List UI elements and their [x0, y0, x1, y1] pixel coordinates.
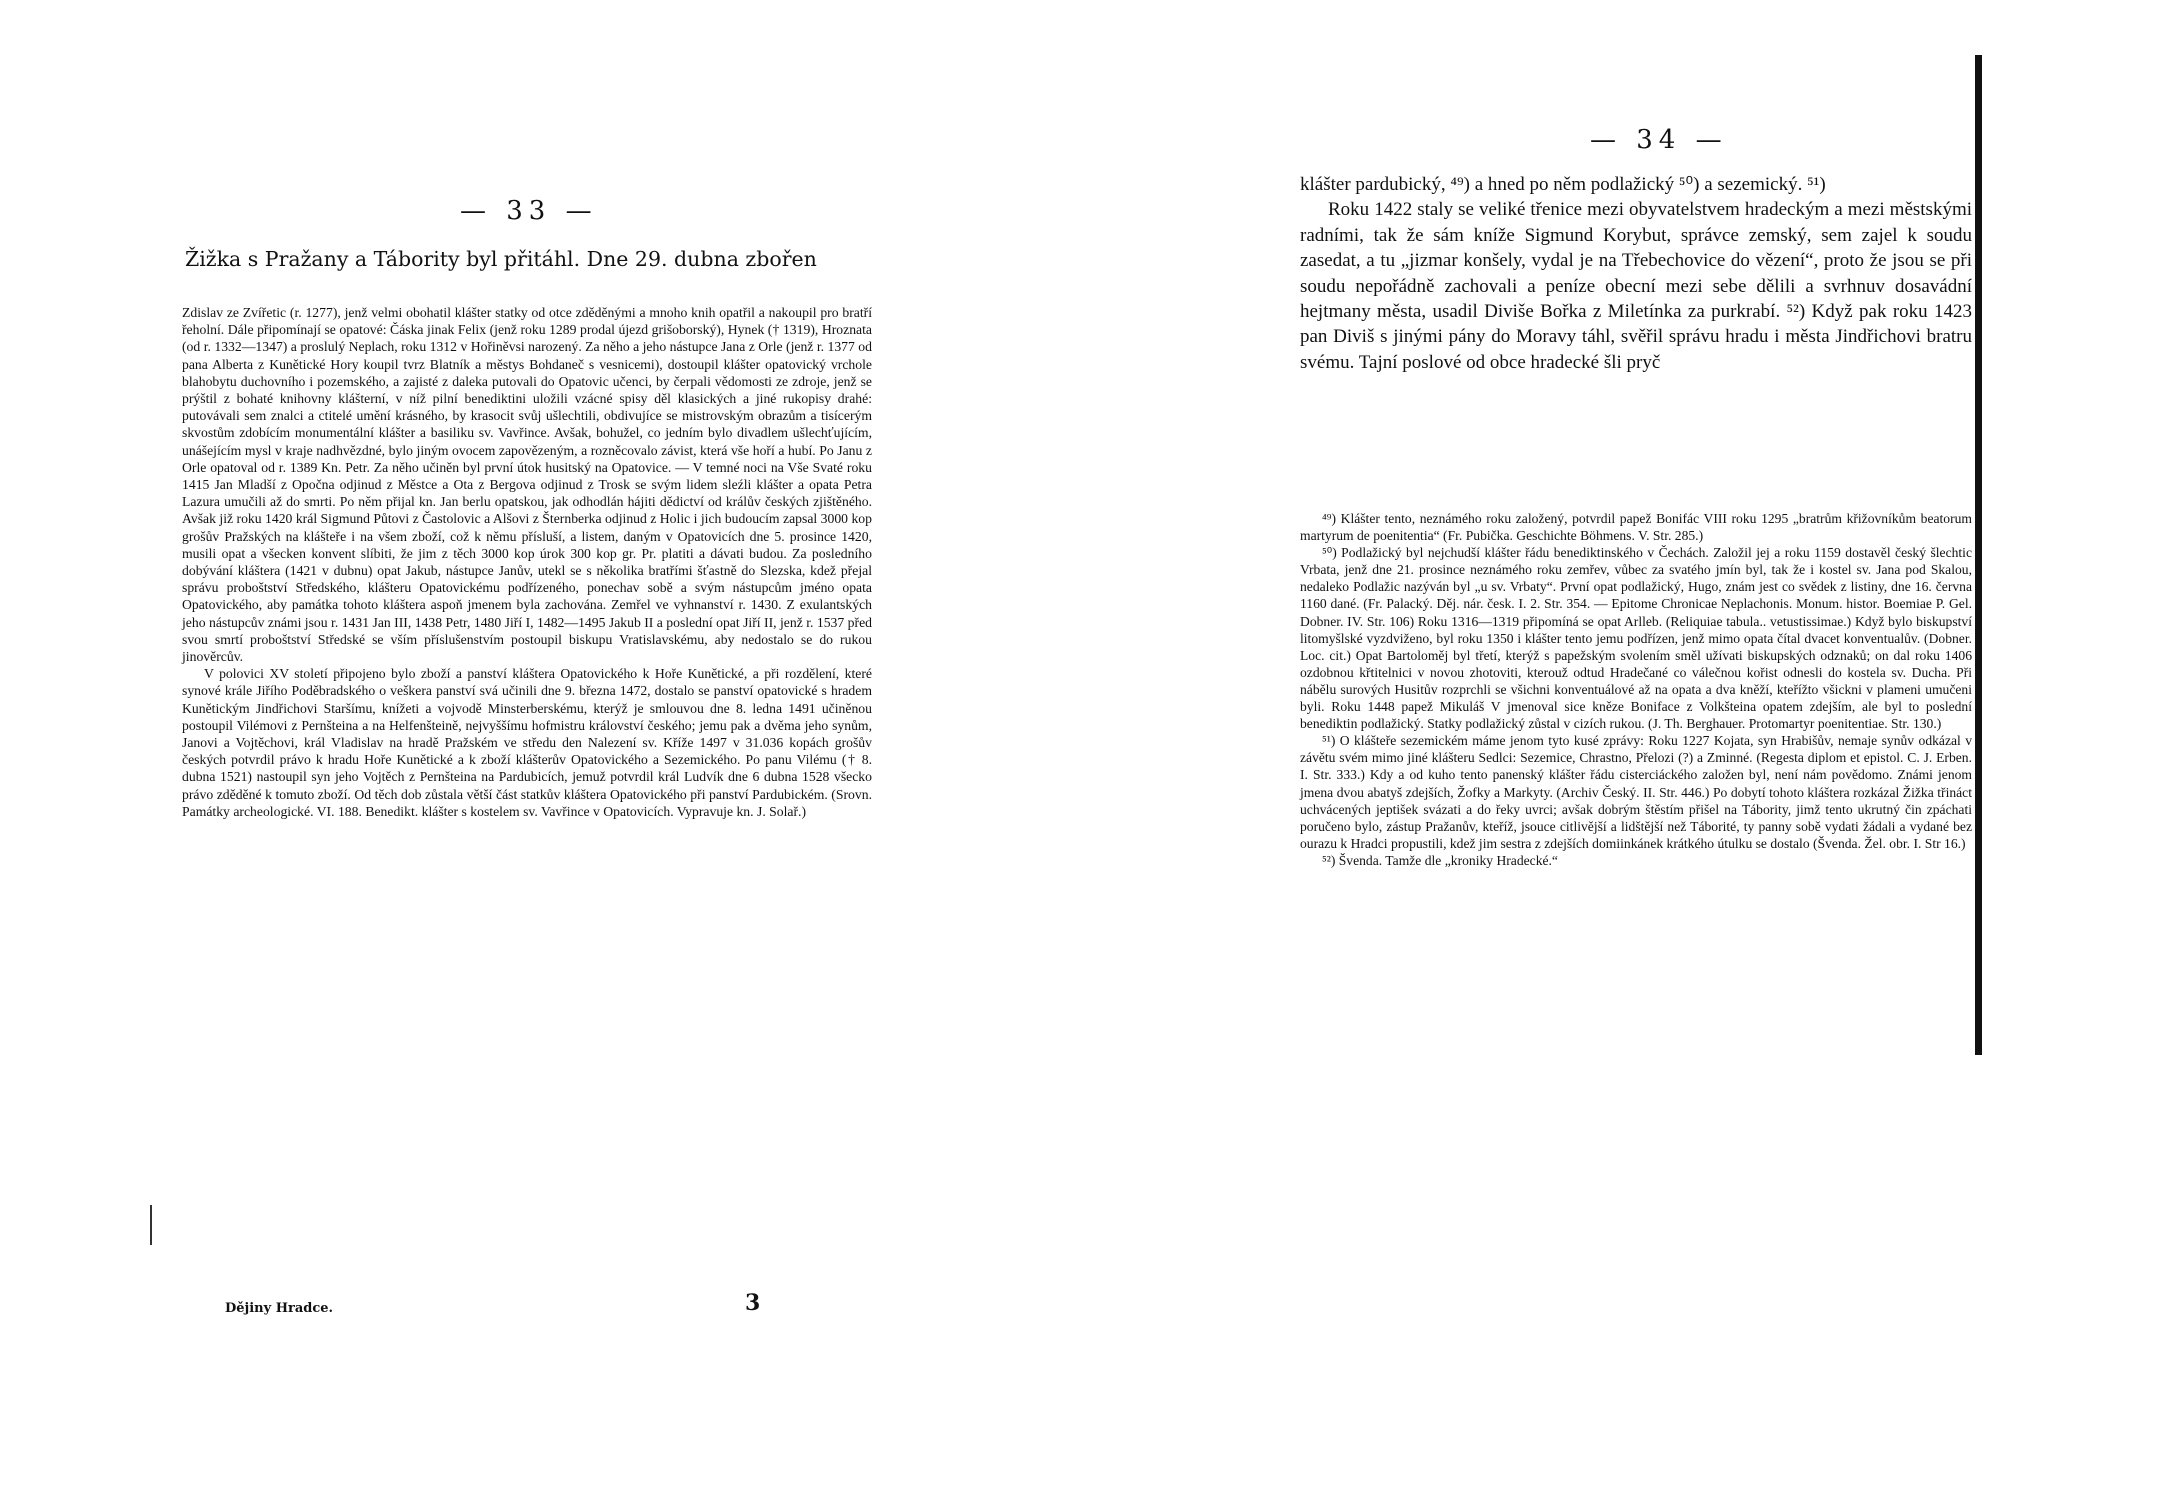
running-text-line: Žižka s Pražany a Tábority byl přitáhl. Dne 29. dubna zbořen — [185, 247, 817, 271]
footnote-49: ⁴⁹) Klášter tento, neznámého roku založený, potvrdil papež Bonifác VIII roku 1295 „bratrům křižovníkům beatorum martyrum de poenitentia“ (Fr. Pubička. Geschichte Böhmens. V. Str. 285.) — [1300, 511, 1972, 544]
footnote-block — [182, 304, 872, 820]
page-number: — 33 — — [460, 196, 598, 226]
footnote-paragraph: Zdislav ze Zvířetic (r. 1277), jenž velmi obohatil klášter statky od otce zděděnými a mnoho knih opatřil a nakoupil pro bratří řeholní. Dále připomínají se opatové: Čáska jinak Felix (jenž roku 1289 prodal újezd grišoborský), Hynek († 1319), Hroznata (od r. 1332—1347) a proslulý Neplach, roku 1312 v Hořiněvsi narozený. Za něho a jeho nástupce Jana z Orle (jenž r. 1377 od pana Alberta z Kunětické Hory koupil tvrz Blatník a městys Bohdaneč s vesnicemi), dostoupil klášter opatovický vrchole blahobytu duchovního i pozemského, a zajisté z daleka putovali do Opatovic učenci, by čerpali vědomosti ze zdroje, jenž se prýštil z bohaté knihovny klášterní, v níž pilní benediktini uložili vzácné spisy děl klasických a jiné rukopisy drahé: putovávali sem znalci a ctitelé umění krásného, by krasocit svůj ušlechtili, obdivujíce se mistrovským obrazům a tisícerým skvostům zdobícím monumentální klášter a basiliku sv. Vavřince. Avšak, bohužel, co jedním bylo divadlem ušlechťujícím, unášejícím mysl v kraje nadhvězdné, bylo jiným ovocem zapovězeným, a rozněcovalo závist, která vše hoří a hubí. Po Janu z Orle opatoval od r. 1389 Kn. Petr. Za něho učiněn byl první útok husitský na Opatovice. — V temné noci na Vše Svaté roku 1415 Jan Mladší z Opočna odjinud z Městce a Ota z Bergova odjinud z Trosk se svým lidem sleźli klášter a opata Petra Lazura umučili až do smrti. Po něm přijal kn. Jan berlu opatskou, jak odhodlán hájiti dědictví od králův českých zjištěného. Avšak již roku 1420 král Sigmund Půtovi z Častolovic a Alšovi z Šternberka odjinud z Holic i jich budoucím zapsal 3000 kop grošův Pražských na klášteře i na všem zboží, což k němu přísluší, a listem, daným v Opatovicích dne 5. prosince 1420, musili opat a všecken konvent slíbiti, že jim z těch 3000 kop úrok 300 kop gr. Pr. platiti a dávati budou. Za posledního dobývání kláštera (1421 v dubnu) opat Jakub, nástupce Janův, utekl se s několika bratřími šťastně do Slezska, kdež přejal správu proboštství Středského, klášteru Opatovickému podřízeného, ponechav sobě a svým nástupcům jméno opata Opatovického, aby památka tohoto kláštera aspoň jmenem byla zachována. Zemřel ve vyhnanství r. 1430. Z exulantských jeho nástupcův známi jsou r. 1431 Jan III, 1438 Petr, 1480 Jiří I, 1482—1495 Jakub II a poslední opat Jiří II, jenž r. 1537 před svou smrtí proboštství Středské se vším příslušenstvím postoupil biskupu Vratislavskému, aby nedostalo se do rukou jinověrcův. — [182, 305, 872, 665]
footnote-52: ⁵²) Švenda. Tamže dle „kroniky Hradecké.“ — [1322, 852, 1558, 868]
main-text — [1300, 172, 1972, 375]
footnote-paragraph: V polovici XV století připojeno bylo zboží a panství kláštera Opatovického k Hoře Kunětické, a při rozdělení, které synové krále Jiřího Poděbradského o veškera panství svá učinili dne 9. března 1472, dostalo se panství opatovické s hradem Kunětickým Jindřichovi Staršímu, knížeti a vojvodě Minsterberskému, kterýž je smlouvou dne 8. ledna 1491 učiněnou postoupil Vilémovi z Pernšteina a na Helfenšteině, nejvyššímu hofmistru království českého; jemu pak a dvěma jeho synům, Janovi a Vojtěchovi, král Vladislav na hradě Pražském ve středu den Nalezení sv. Kříže 1497 v 31.036 kopách grošův českých potvrdil právo k hradu Hoře Kunětické a k zboží klášterův Opatovického a Sezemického. Po panu Vilému († 8. dubna 1521) nastoupil syn jeho Vojtěch z Pernšteina na Pardubicích, jemuž potvrdil král Ludvík dne 6 dubna 1528 všecko právo zděděné k tomuto zboží. Od těch dob zůstala větší část statkův kláštera Opatovického při panství Pardubickém. (Srovn. Památky archeologické. VI. 188. Benedikt. klášter s kostelem sv. Vavřince v Opatovicích. Vypravuje kn. J. Solař.) — [182, 666, 872, 819]
signature-mark: 3 — [745, 1290, 761, 1316]
footnote-51: ⁵¹) O klášteře sezemickém máme jenom tyto kusé zprávy: Roku 1227 Kojata, syn Hrabišův, nemaje synův odkázal v závětu svém mimo jiné klášteru Sedlci: Sezemice, Chrastno, Přelozi (?) a Zminné. (Regesta diplom et epistol. C. J. Erben. I. Str. 333.) Kdy a od kuho tento panenský klášter řádu cisterciáckého založen byl, není nám povědomo. Známi jenom jmena dvou abatyš zdejších, Žofky a Markyty. (Archiv Český. II. Str. 446.) Po dobytí tohoto kláštera rozkázal Žižka třináct uchvácených jeptišek svázati a do řeky uvrci; avšak dobrým štěstím přišel na Tábority, jimž tento ukrutný čin zpáchati poručeno bylo, zástup Pražanův, kteříž, jsouce citlivější a lidštější než Táborité, ty panny sobě vydati žádali a vydané bez ourazu k Hradci propustili, kdež jim sestra z zdejších domiinkánek krátkého útulku se dostalo (Švenda. Žel. obr. I. Str 16.) — [1300, 733, 1972, 851]
page-number: — 34 — — [1590, 125, 1728, 155]
footnote-block — [1300, 510, 1972, 869]
footnote-50: ⁵⁰) Podlažický byl nejchudší klášter řádu benediktinského v Čechách. Založil jej a roku 1159 dostavěl český šlechtic Vrbata, jenž dne 21. prosince neznámého roku zemřev, vůbec za svatého jmín byl, tak že i kostel sv. Jana pod Skalou, nedaleko Podlažic nazýván byl „u sv. Vrbaty“. První opat podlažický, Hugo, znám jest co svědek z listiny, dne 16. června 1160 dané. (Fr. Palacký. Děj. nár. česk. I. 2. Str. 354. — Epitome Chronicae Neplachonis. Monum. histor. Boemiae P. Gel. Dobner. IV. Str. 106) Roku 1316—1319 připomíná se opat Arlleb. (Reliquiae tabula.. vetustissimae.) Když bylo biskupství litomyšlské vyzdviženo, byl roku 1350 i klášter tento jemu podřízen, jenž mimo opata čítal dvacet konventualův. (Dobner. Loc. cit.) Opat Bartoloměj byl třetí, kterýž s papežským svolením směl užívati biskupských odznaků; on dal roku 1406 ozdobnou křtitelnici v novou zhotoviti, kterouž odtud Hradečané co válečnou kořist odnesli do kostela sv. Ducha. Při nábělu surových Husitův rozprchli se všichni konventuálové až na opata a dva kněží, kteřížto všickni v plameni umučeni byli. Roku 1448 papež Mikuláš V jmenoval sice kněze Boniface z Volkšteina opatem zdejším, ale byl to poslední benediktin podlažický. Statky podlažický zůstal v cizích rukou. (J. Th. Berghauer. Protomartyr poenitentiae. Str. 130.) — [1300, 545, 1972, 732]
text-paragraph: Roku 1422 staly se veliké třenice mezi obyvatelstvem hradeckým a mezi městskými radními, tak že sám kníže Sigmund Korybut, správce zemský, sem zajel k soudu zasedat, a tu „jizmar konšely, vydal je na Třebechovice do vězení“, proto že jsou se při soudu nepořádně zachovali a peníze obecní mezi sebe dělili a svrhnuv dosavádní hejtmany města, usadil Diviše Bořka z Miletínka za purkrabí. ⁵²) Když pak roku 1423 pan Diviš s jinými pány do Moravy táhl, svěřil správu hradu i města Jindřichovi bratru svému. Tajní poslové od obce hradecké šli pryč — [1300, 199, 1972, 373]
book-title-footer: Dějiny Hradce. — [225, 1301, 334, 1316]
margin-mark — [150, 1205, 152, 1245]
page-edge-bar — [1975, 55, 1982, 1055]
text-paragraph: klášter pardubický, ⁴⁹) a hned po něm podlažický ⁵⁰) a sezemický. ⁵¹) — [1300, 174, 1826, 195]
